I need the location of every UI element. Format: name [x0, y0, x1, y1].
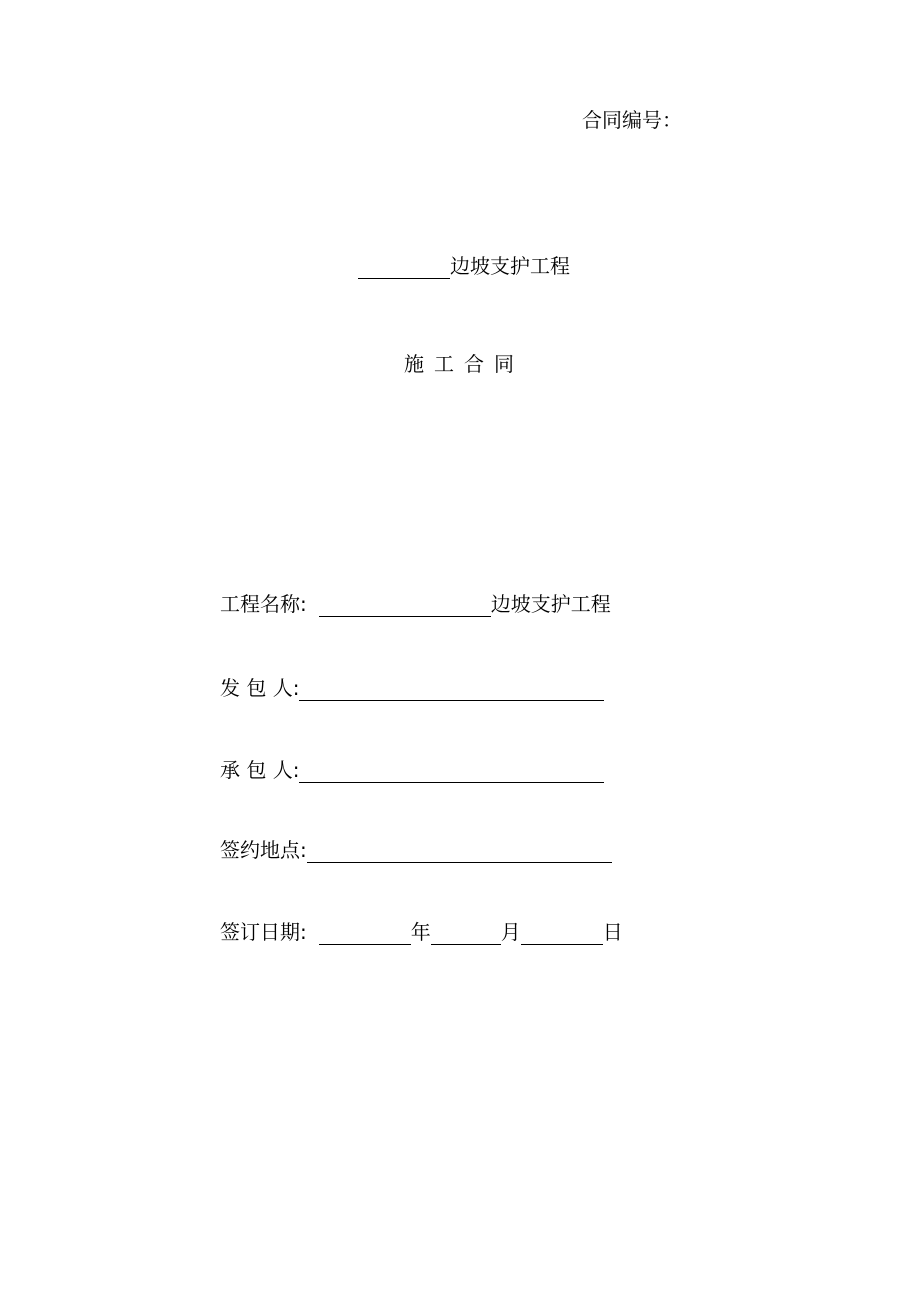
month-unit: 月 [500, 920, 521, 944]
signing-place-row [220, 834, 612, 863]
project-title-suffix: 边坡支护工程 [450, 254, 570, 278]
year-unit: 年 [410, 920, 431, 944]
project-title-blank[interactable] [358, 256, 450, 279]
project-title-line [358, 250, 570, 279]
employer-row [220, 672, 604, 701]
employer-label: 发 包 人: [220, 676, 300, 700]
signing-date-label: 签订日期: [220, 920, 307, 944]
project-name-blank[interactable] [319, 594, 491, 617]
contractor-row [220, 754, 604, 783]
day-unit: 日 [602, 920, 623, 944]
contractor-label: 承 包 人: [220, 758, 300, 782]
document-title: 施工合同 [404, 352, 524, 376]
project-name-label: 工程名称: [220, 592, 307, 616]
signing-place-blank[interactable] [307, 840, 612, 863]
signing-place-label: 签约地点: [220, 838, 307, 862]
signing-day-blank[interactable] [521, 922, 603, 945]
employer-blank[interactable] [299, 678, 604, 701]
project-name-row [220, 588, 611, 617]
contract-number-label: 合同编号： [582, 108, 682, 132]
signing-date-row [220, 916, 623, 945]
project-name-suffix: 边坡支护工程 [490, 592, 611, 616]
signing-year-blank[interactable] [319, 922, 411, 945]
contractor-blank[interactable] [299, 760, 604, 783]
signing-month-blank[interactable] [431, 922, 501, 945]
